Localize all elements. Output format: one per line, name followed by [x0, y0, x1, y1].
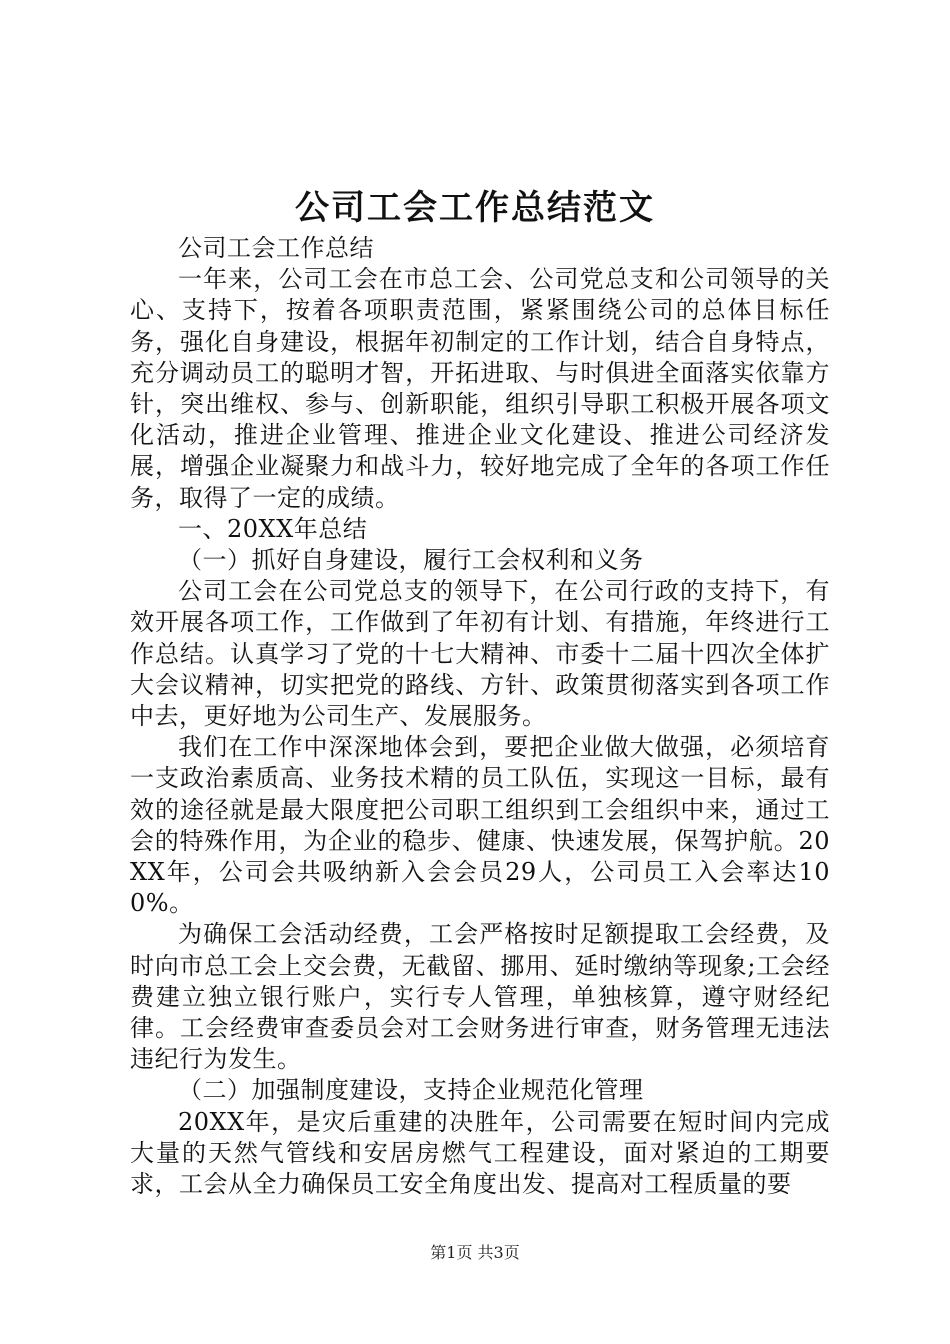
paragraph-heading-summary: 公司工会工作总结 [178, 234, 374, 262]
paragraph-funding: 为确保工会活动经费，工会严格按时足额提取工会经费，及时向市总工会上交会费，无截留、挪用、延时缴纳等现象;工会经费建立独立银行账户，实行专人管理，单独核算，遵守财经纪律。工会经费审查委员会对工会财务进行审查，财务管理无违法违纪行为发生。 [130, 920, 830, 1074]
paragraph-intro: 一年来，公司工会在市总工会、公司党总支和公司领导的关心、支持下，按着各项职责范围，紧紧围绕公司的总体目标任务，强化自身建设，根据年初制定的工作计划，结合自身特点，充分调动员工的聪明才智，开拓进取、与时俱进全面落实依靠方针，突出维权、参与、创新职能，组织引导职工积极开展各项文化活动，推进企业管理、推进企业文化建设、推进公司经济发展，增强企业凝聚力和战斗力，较好地完成了全年的各项工作任务，取得了一定的成绩。 [130, 265, 830, 512]
document-body [130, 233, 830, 1200]
paragraph-membership: 我们在工作中深深地体会到，要把企业做大做强，必须培育一支政治素质高、业务技术精的员工队伍，实现这一目标，最有效的途径就是最大限度把公司职工组织到工会组织中来，通过工会的特殊作用，为企业的稳步、健康、快速发展，保驾护航。20XX年，公司会共吸纳新入会会员29人，公司员工入会率达100%。 [130, 733, 830, 918]
paragraph-self-building: 公司工会在公司党总支的领导下，在公司行政的支持下，有效开展各项工作，工作做到了年初有计划、有措施，年终进行工作总结。认真学习了党的十七大精神、市委十二届十四次全体扩大会议精神，切实把党的路线、方针、政策贯彻落实到各项工作中去，更好地为公司生产、发展服务。 [130, 577, 830, 731]
page-footer: 第1页 共3页 [430, 1243, 520, 1262]
section-heading-1: 一、20XX年总结 [178, 514, 368, 543]
document-title: 公司工会工作总结范文 [295, 188, 655, 228]
subsection-heading-2: （二）加强制度建设，支持企业规范化管理 [178, 1076, 644, 1105]
subsection-heading-1: （一）抓好自身建设，履行工会权利和义务 [178, 546, 644, 575]
paragraph-reconstruction: 20XX年，是灾后重建的决胜年，公司需要在短时间内完成大量的天然气管线和安居房燃气工程建设，面对紧迫的工期要求，工会从全力确保员工安全角度出发、提高对工程质量的要 [130, 1107, 830, 1199]
